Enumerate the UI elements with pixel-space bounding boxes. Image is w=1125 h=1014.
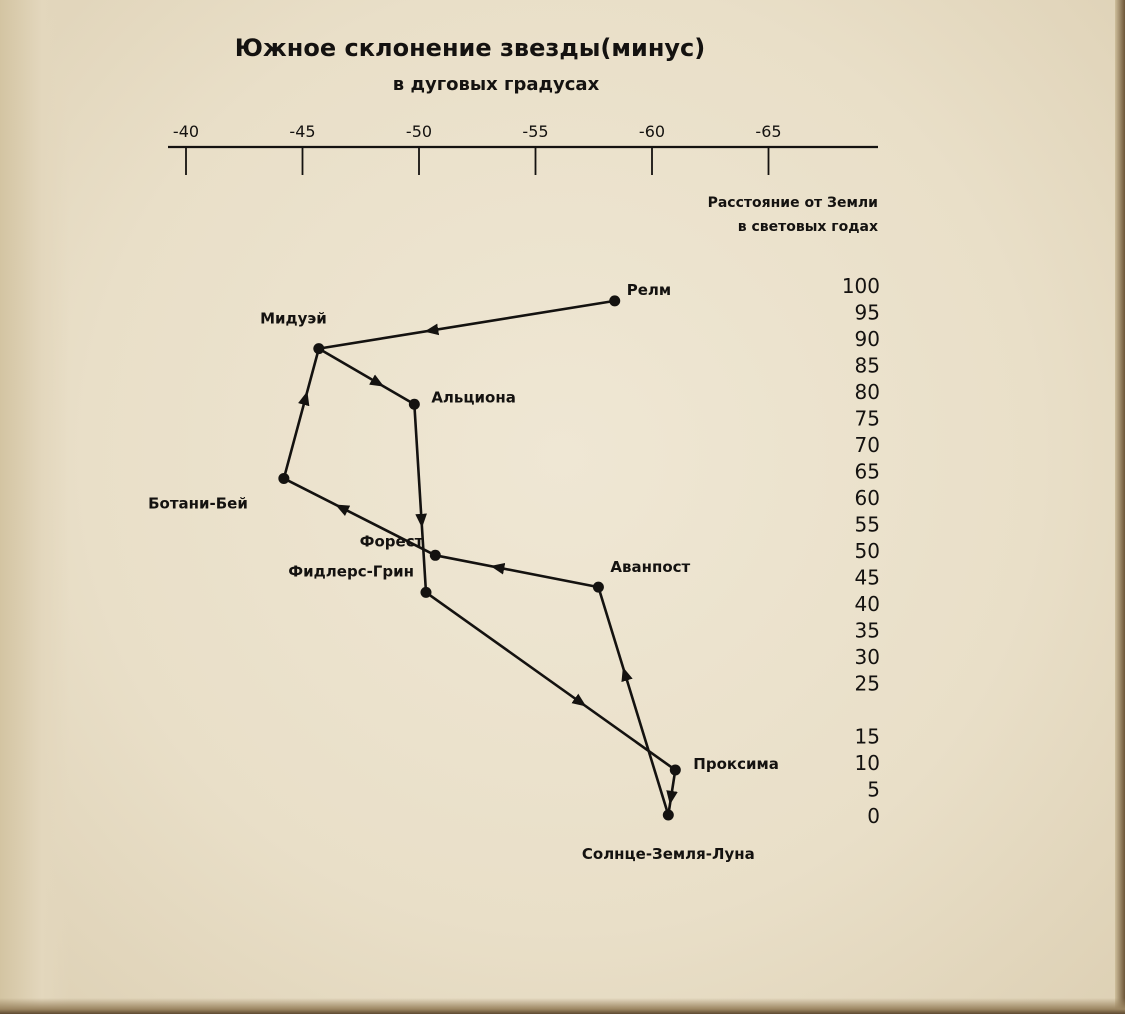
route-segment-солнце-земля-луна-to-аванпост [598, 587, 668, 815]
y-tick-label: 10 [854, 751, 880, 775]
star-label-форест: Форест [359, 532, 424, 551]
y-tick-label: 60 [854, 486, 880, 510]
route-segment-ботани-бей-to-мидуэй [284, 349, 319, 479]
star-point-ботани-бей [278, 473, 289, 484]
chart-title: Южное склонение звезды(минус) [234, 34, 706, 62]
star-point-релм [609, 295, 620, 306]
star-label-релм: Релм [626, 280, 672, 299]
page-right-edge [1115, 0, 1125, 1014]
page-bottom-edge [0, 998, 1125, 1014]
star-label-аванпост: Аванпост [610, 558, 691, 577]
y-tick-label: 45 [854, 565, 880, 590]
y-tick-label: 80 [854, 380, 880, 404]
x-axis [168, 122, 878, 175]
star-labels [148, 281, 779, 863]
star-point-проксима [670, 764, 681, 775]
star-label-альциона: Альциона [431, 388, 516, 407]
star-label-проксима: Проксима [693, 754, 779, 773]
y-tick-label: 90 [854, 327, 880, 351]
y-tick-label: 85 [854, 353, 880, 378]
star-point-альциона [409, 399, 420, 410]
x-tick-label: -40 [172, 122, 200, 141]
star-point-аванпост [593, 582, 604, 593]
y-tick-label: 65 [854, 459, 880, 484]
x-tick-label: -45 [289, 122, 316, 141]
star-point-фидлерс-грин [420, 587, 431, 598]
y-tick-label: 0 [867, 804, 880, 828]
y-tick-label: 35 [854, 618, 880, 643]
star-point-солнце-земля-луна [663, 810, 674, 821]
y-axis-label-line2: в световых годах [737, 219, 878, 235]
y-tick-label: 15 [854, 724, 880, 749]
x-tick-label: -50 [405, 122, 433, 141]
y-axis-tick-labels [842, 274, 880, 828]
x-tick-label: -55 [522, 122, 549, 141]
star-label-мидуэй: Мидуэй [260, 309, 327, 328]
star-point-мидуэй [313, 343, 324, 354]
y-tick-label: 75 [854, 406, 880, 431]
y-axis-label-line1: Расстояние от Земли [707, 195, 878, 211]
star-label-ботани-бей: Ботани-Бей [148, 494, 248, 513]
route-segment-релм-to-мидуэй [319, 301, 615, 349]
y-tick-label: 50 [854, 539, 880, 563]
route-segment-фидлерс-грин-to-проксима [426, 592, 675, 770]
star-label-солнце-земля-луна: Солнце-Земля-Луна [581, 845, 755, 863]
y-tick-label: 100 [841, 274, 880, 298]
y-tick-label: 55 [854, 512, 880, 537]
route-segment-аванпост-to-форест [435, 555, 598, 587]
y-tick-label: 30 [854, 645, 880, 669]
x-tick-label: -60 [638, 122, 666, 141]
x-tick-label: -65 [755, 122, 782, 141]
route-segment-мидуэй-to-альциона [319, 349, 415, 405]
star-point-форест [430, 550, 441, 561]
route-segment-альциона-to-фидлерс-грин [414, 404, 426, 592]
y-tick-label: 40 [854, 592, 880, 616]
y-tick-label: 70 [854, 433, 880, 457]
y-tick-label: 25 [854, 671, 880, 696]
route-segment-проксима-to-солнце-земля-луна [668, 770, 675, 815]
star-label-фидлерс-грин: Фидлерс-Грин [288, 562, 414, 581]
y-tick-label: 95 [854, 300, 880, 325]
y-tick-label: 5 [867, 777, 880, 802]
chart-subtitle: в дуговых градусах [392, 74, 600, 95]
